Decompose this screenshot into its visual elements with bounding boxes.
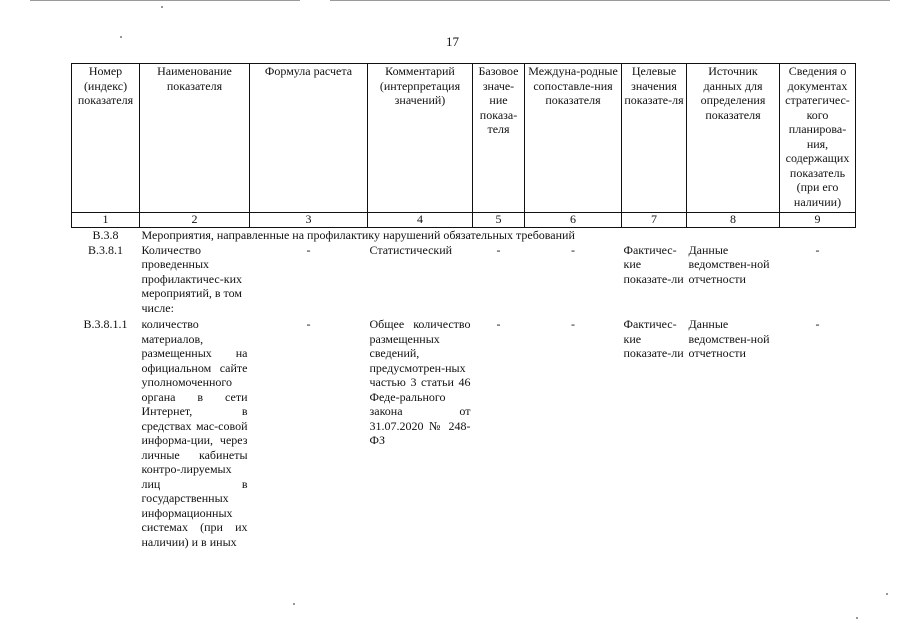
row-documents: - [815,242,820,257]
row-name: количество материалов, размещенных на официальном сайте уполномоченного органа в сети Интернет, в средствах мас-совой информа-ции, через личные кабинеты контро-лируемых лиц в государственных информационных системах (при их наличии) и в иных [141,317,248,549]
indicator-table [71,63,856,549]
scan-speck [886,593,888,595]
top-rule-right [330,0,890,1]
header-base-value: Базовое значе-ние показа-теля [473,64,525,213]
column-number: 7 [622,213,687,228]
row-source: Данные ведомствен-ной отчетности [688,317,770,360]
header-index: Номер (индекс) показателя [72,64,140,213]
row-base-value: - [496,242,501,257]
scan-speck [120,36,122,38]
row-documents: - [815,317,820,331]
row-international: - [571,242,575,257]
column-number: 9 [780,213,856,228]
section-title: Мероприятия, направленные на профилактику нарушений обязательных требований [141,228,575,242]
scan-speck [293,603,295,605]
header-formula: Формула расчета [250,64,368,213]
row-formula: - [306,242,311,257]
column-number: 6 [525,213,622,228]
header-name: Наименование показателя [140,64,250,213]
row-formula: - [306,317,311,331]
header-source: Источник данных для определения показателя [687,64,780,213]
column-number: 3 [250,213,368,228]
row-comment: Общее количество размещенных сведений, предусмотрен-ных частью 3 статьи 46 Феде-рального закона от 31.07.2020 № 248-ФЗ [369,317,471,447]
column-number-row [72,213,856,228]
header-target: Целевые значения показате-ля [622,64,687,213]
section-row [72,228,856,243]
header-row [72,64,856,213]
scan-speck [856,617,858,619]
row-comment: Статистический [369,242,453,257]
row-name: Количество проведенных профилактичес-ких мероприятий, в том числе: [141,242,243,315]
row-international: - [571,317,575,331]
row-code: В.3.8.1 [87,242,123,257]
table-row [72,317,856,549]
top-rule-left [30,0,300,1]
header-comment: Комментарий (интерпретация значений) [368,64,473,213]
column-number: 2 [140,213,250,228]
section-code: В.3.8 [92,228,119,242]
column-number: 1 [72,213,140,228]
column-number: 4 [368,213,473,228]
row-base-value: - [496,317,501,331]
row-code: В.3.8.1.1 [83,317,128,331]
row-target: Фактичес-кие показате-ли [623,242,684,286]
page-number: 17 [446,34,459,49]
column-number: 5 [473,213,525,228]
column-number: 8 [687,213,780,228]
header-international: Междуна-родные сопоставле-ния показателя [525,64,622,213]
header-documents: Сведения о документах стратегичес-кого планирова-ния, содержащих показатель (при его наличии) [780,64,856,213]
row-source: Данные ведомствен-ной отчетности [688,242,770,286]
scan-speck [161,6,163,8]
table-row [72,243,856,318]
row-target: Фактичес-кие показате-ли [623,317,684,360]
